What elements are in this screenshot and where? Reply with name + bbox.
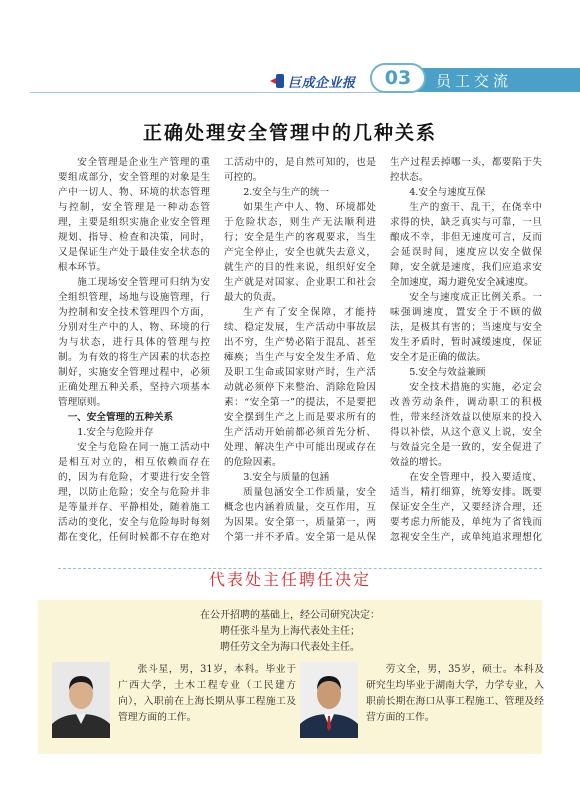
section-heading: 一、安全管理的五种关系 [67, 412, 174, 423]
paragraph: 生产过程丢掉哪一头，都要陷于失控状态。 [390, 157, 542, 183]
paragraph: 生产有了安全保障，才能持续、稳定发展，生产活动中事故层出不穷，生产势必陷于混乱、甚至瘫痪；当生产与安全发生矛盾、危及职工生命或国家财产时，生产活动就必须停下来整治、消除危险因素：“安全第一”的提法，不是要把安全摆到生产之上而是要求所有的生产活动开始前都必须首先分析、处理、解决生产中可能出现或存在的危险因素。 [224, 307, 376, 468]
paragraph: 在安全管理中，投入要适度、适当，精打细算，统筹安排。既要保证安全生产，又要经济合理，还要考虑力所能及，单纯为了省钱而忽视安全生产，或单纯追求理想化 [390, 472, 542, 543]
person-bio: 张斗星，男，31岁，本科。毕业于广西大学，土木工程专业（工民建方向），入职前在上海长期从事工程施工及管理方面的工作。 [118, 664, 296, 723]
paragraph: 施工现场安全管理可归纳为安全组织管理，场地与设施管理，行为控制和安全技术管理四个方面，分别对生产中的人、物、环境的行为与状态，进行具体的管理与控制。为有效的将生产因素的状态控制好，实施安全管理过程中，必须正确处理五种关系，坚持六项基本管理原则。 [58, 277, 210, 408]
paragraph: 安全与速度成正比例关系。一味强调速度，置安全于不顾的做法，是极其有害的；当速度与安全发生矛盾时，暂时减缓速度，保证安全才是正确的做法。 [390, 292, 542, 363]
paragraph: 如果生产中人、物、环境都处于危险状态，则生产无法顺利进行；安全是生产的客观要求，当生产完全停止，安全也就失去意义，就生产的目的性来说，组织好安全生产就是对国家、企业职工和社会最大的负责。 [224, 202, 376, 303]
announcement-title-text: 代表处主任聘任决定 [199, 570, 381, 589]
announcement-box [38, 600, 542, 754]
person-card-lao [300, 662, 544, 742]
page-header [0, 60, 580, 100]
header-rule [30, 92, 410, 93]
article-title: 正确处理安全管理中的几种关系 [142, 122, 437, 144]
paragraph: 3.安全与质量的包涵 [243, 472, 330, 483]
logo-text: 巨成企业报 [288, 75, 356, 91]
portrait-icon [300, 662, 358, 738]
announcement-title [0, 567, 580, 590]
paragraph: 1.安全与危险并存 [77, 427, 154, 438]
paragraph: 工活动中的，是自然可知的，也是可控的。 [224, 157, 376, 183]
paragraph: 生产的蛮干、乱干，在侥幸中求得的快，缺乏真实与可靠，一旦酿成不幸，非但无速度可言，反而会延误时间，速度应以安全做保障，安全就是速度，我们应追求安全加速度，竭力避免安全减速度。 [390, 202, 542, 288]
article-column-3 [390, 155, 542, 543]
issue-number: 03 [370, 63, 426, 93]
article-column-1 [58, 155, 210, 543]
paragraph: 4.安全与速度互保 [409, 187, 486, 198]
article-column-2 [224, 155, 376, 543]
paragraph: 安全管理是企业生产管理的重要组成部分，安全管理的对象是生产中一切人、物、环境的状态管理与控制，安全管理是一种动态管理，主要是组织实施企业安全管理规划、指导、检查和决策，同时，又是保证生产处于最佳安全状态的根本环节。 [58, 157, 210, 273]
paragraph: 2.安全与生产的统一 [243, 187, 330, 198]
portrait-icon [52, 662, 110, 738]
person-card-zhang [52, 662, 296, 742]
decision-line: 在公开招聘的基础上，经公司研究决定： [200, 610, 380, 621]
person-bio: 劳文全，男，35岁，硕士。本科及研究生均毕业于湖南大学，力学专业，入职前长期在海口从事工程施工、管理及经营方面的工作。 [366, 664, 544, 723]
portrait-photo [300, 662, 358, 738]
article-body [58, 155, 542, 543]
decision-line: 聘任劳文全为海口代表处主任。 [220, 642, 360, 653]
paragraph: 安全技术措施的实施，必定会改善劳动条件，调动职工的积极性，带来经济效益以使原来的投入得以补偿，从这个意义上说，安全与效益完全是一致的，安全促进了效益的增长。 [390, 382, 542, 468]
decision-line: 聘任张斗星为上海代表处主任； [220, 626, 360, 637]
paragraph: 5.安全与效益兼顾 [409, 367, 486, 378]
paragraph: 安全与危险在同一施工活动中是相互对立的，相互依赖而存在的，因为有危险，才要进行安全管理，以防止危险；安全与危险并非是等量并存、平静相处，随着施工活动的变化，安全与危险每时每刻都在变化，任何时候都不存在绝对 [58, 442, 210, 543]
section-title: 员工交流 [412, 68, 580, 92]
logo-mark-icon [270, 74, 284, 88]
paragraph: 质量包涵安全工作质量，安全概念也内涵着质量，交互作用，互为因果。安全第一，质量第一，两个第一并不矛盾。安全第一是从保 [224, 487, 376, 543]
newspaper-logo [270, 70, 356, 92]
decision-text [38, 608, 542, 656]
portrait-photo [52, 662, 110, 738]
